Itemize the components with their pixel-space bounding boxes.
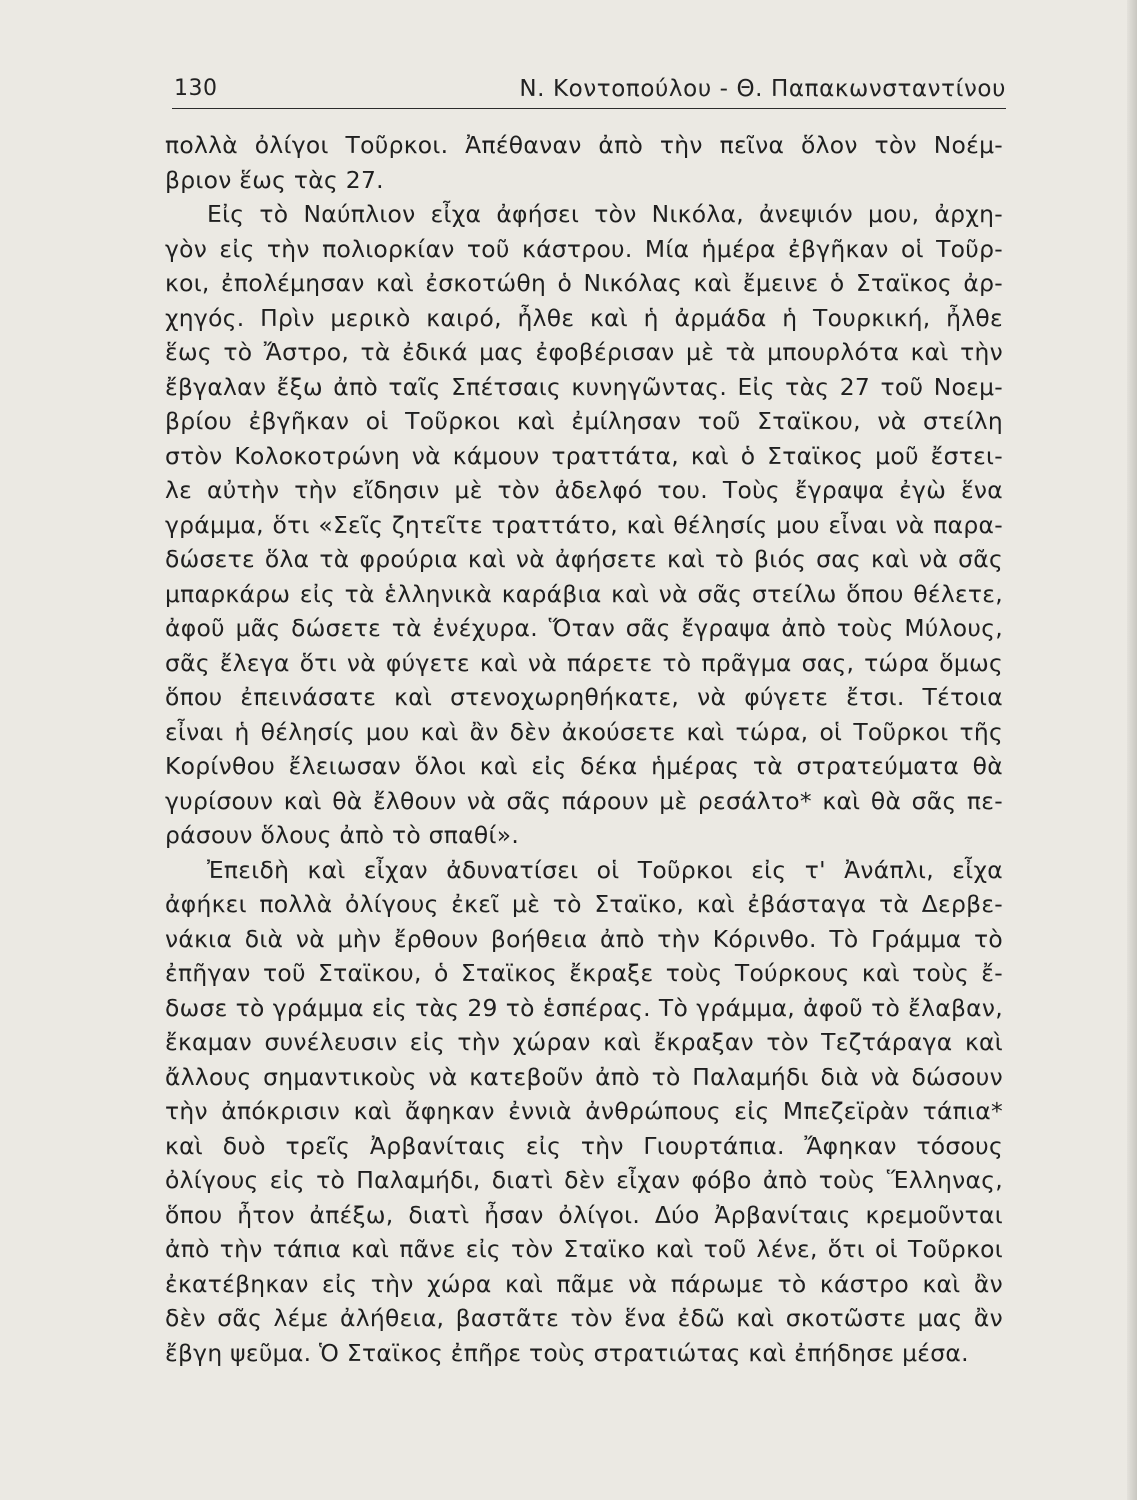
text-line: ἐπῆγαν τοῦ Σταϊκου, ὁ Σταϊκος ἔκραξε τοὺς Τούρκους καὶ τοὺς ἔ-	[165, 959, 1003, 987]
text-line: ἔβγαλαν ἔξω ἀπὸ ταῖς Σπέτσαις κυνηγῶντας. Εἰς τὰς 27 τοῦ Νοεμ-	[165, 372, 1003, 401]
page-edge-shadow	[1127, 0, 1137, 1500]
text-line: Κορίνθου ἔλειωσαν ὅλοι καὶ εἰς δέκα ἡμέρας τὰ στρατεύματα θὰ	[165, 752, 1003, 780]
text-line: δώσετε ὅλα τὰ φρούρια καὶ νὰ ἀφήσετε καὶ τὸ βιός σας καὶ νὰ σᾶς	[165, 545, 1003, 573]
text-line: ὅπου ἐπεινάσατε καὶ στενοχωρηθήκατε, νὰ φύγετε ἔτσι. Τέτοια	[165, 683, 1003, 711]
text-line: ἕως τὸ Ἄστρο, τὰ ἐδικά μας ἐφοβέρισαν μὲ τὰ μπουρλότα καὶ τὴν	[165, 338, 1003, 366]
text-line: γράμμα, ὅτι «Σεῖς ζητεῖτε τραττάτο, καὶ θέλησίς μου εἶναι νὰ παρα-	[165, 510, 1003, 539]
text-line: βριον ἕως τὰς 27.	[165, 165, 384, 194]
text-line: ὅπου ἦτον ἀπέξω, διατὶ ἦσαν ὀλίγοι. Δύο Ἀρβανίταις κρεμοῦνται	[165, 1200, 1003, 1229]
text-line: βρίου ἐβγῆκαν οἱ Τοῦρκοι καὶ ἐμίλησαν τοῦ Σταϊκου, νὰ στείλη	[165, 407, 1003, 435]
page-number: 130	[174, 76, 218, 101]
text-line: κοι, ἐπολέμησαν καὶ ἐσκοτώθη ὁ Νικόλας καὶ ἔμεινε ὁ Σταϊκος ἀρ-	[165, 269, 1003, 297]
running-head-title: Ν. Κοντοπούλου - Θ. Παπακωνσταντίνου	[519, 76, 1006, 102]
text-line: ἔκαμαν συνέλευσιν εἰς τὴν χώραν καὶ ἔκραξαν τὸν Τεζτάραγα καὶ	[165, 1028, 1003, 1056]
text-line: ἔβγη ψεῦμα. Ὁ Σταϊκος ἐπῆρε τοὺς στρατιώτας καὶ ἐπήδησε μέσα.	[165, 1338, 969, 1367]
text-line: σᾶς ἔλεγα ὅτι νὰ φύγετε καὶ νὰ πάρετε τὸ πρᾶγμα σας, τώρα ὅμως	[165, 648, 1003, 677]
running-head	[172, 70, 1006, 109]
text-line: ἐκατέβηκαν εἰς τὴν χώρα καὶ πᾶμε νὰ πάρωμε τὸ κάστρο καὶ ἂν	[165, 1269, 1003, 1298]
text-line: ὀλίγους εἰς τὸ Παλαμήδι, διατὶ δὲν εἶχαν φόβο ἀπὸ τοὺς Ἕλληνας,	[165, 1166, 1003, 1194]
text-line: γυρίσουν καὶ θὰ ἔλθουν νὰ σᾶς πάρουν μὲ ρεσάλτο* καὶ θὰ σᾶς πε-	[165, 786, 1003, 815]
body-text	[165, 128, 1003, 1370]
text-line: Εἰς τὸ Ναύπλιον εἶχα ἀφήσει τὸν Νικόλα, ἀνεψιόν μου, ἀρχη-	[207, 200, 1003, 228]
text-line: ράσουν ὅλους ἀπὸ τὸ σπαθί».	[165, 821, 520, 849]
text-line: τὴν ἀπόκρισιν καὶ ἄφηκαν ἐννιὰ ἀνθρώπους εἰς Μπεζεϊρὰν τάπια*	[165, 1097, 1003, 1125]
text-line: χηγός. Πρὶν μερικὸ καιρό, ἦλθε καὶ ἡ ἀρμάδα ἡ Τουρκική, ἦλθε	[165, 303, 1003, 332]
text-line: καὶ δυὸ τρεῖς Ἀρβανίταις εἰς τὴν Γιουρτάπια. Ἄφηκαν τόσους	[165, 1131, 1003, 1160]
text-line: δωσε τὸ γράμμα εἰς τὰς 29 τὸ ἑσπέρας. Τὸ γράμμα, ἀφοῦ τὸ ἔλαβαν,	[165, 993, 1003, 1022]
text-line: νάκια διὰ νὰ μὴν ἔρθουν βοήθεια ἀπὸ τὴν Κόρινθο. Τὸ Γράμμα τὸ	[165, 924, 1003, 953]
text-line: γὸν εἰς τὴν πολιορκίαν τοῦ κάστρου. Μία ἡμέρα ἐβγῆκαν οἱ Τοῦρ-	[165, 234, 1003, 263]
text-line: ἀπὸ τὴν τάπια καὶ πᾶνε εἰς τὸν Σταϊκο καὶ τοῦ λένε, ὅτι οἱ Τοῦρκοι	[165, 1235, 1003, 1263]
text-line: πολλὰ ὀλίγοι Τοῦρκοι. Ἀπέθαναν ἀπὸ τὴν πεῖνα ὅλον τὸν Νοέμ-	[165, 131, 1003, 159]
text-line: δὲν σᾶς λέμε ἀλήθεια, βαστᾶτε τὸν ἕνα ἐδῶ καὶ σκοτῶστε μας ἂν	[165, 1304, 1003, 1332]
text-line: ἄλλους σημαντικοὺς νὰ κατεβοῦν ἀπὸ τὸ Παλαμήδι διὰ νὰ δώσουν	[165, 1062, 1003, 1091]
text-line: εἶναι ἡ θέλησίς μου καὶ ἂν δὲν ἀκούσετε καὶ τώρα, οἱ Τοῦρκοι τῆς	[165, 717, 1003, 746]
text-line: μπαρκάρω εἰς τὰ ἑλληνικὰ καράβια καὶ νὰ σᾶς στείλω ὅπου θέλετε,	[165, 579, 1003, 608]
text-line: ἀφήκει πολλὰ ὀλίγους ἐκεῖ μὲ τὸ Σταϊκο, καὶ ἐβάσταγα τὰ Δερβε-	[165, 890, 1003, 918]
text-line: ἀφοῦ μᾶς δώσετε τὰ ἐνέχυρα. Ὅταν σᾶς ἔγραψα ἀπὸ τοὺς Μύλους,	[165, 614, 1003, 642]
text-line: στὸν Κολοκοτρώνη νὰ κάμουν τραττάτα, καὶ ὁ Σταϊκος μοῦ ἔστει-	[165, 441, 1003, 470]
text-line: λε αὐτὴν τὴν εἴδησιν μὲ τὸν ἀδελφό του. Τοὺς ἔγραψα ἐγὼ ἕνα	[165, 476, 1003, 504]
text-line: Ἐπειδὴ καὶ εἶχαν ἀδυνατίσει οἱ Τοῦρκοι εἰς τ' Ἀνάπλι, εἶχα	[207, 855, 1003, 884]
